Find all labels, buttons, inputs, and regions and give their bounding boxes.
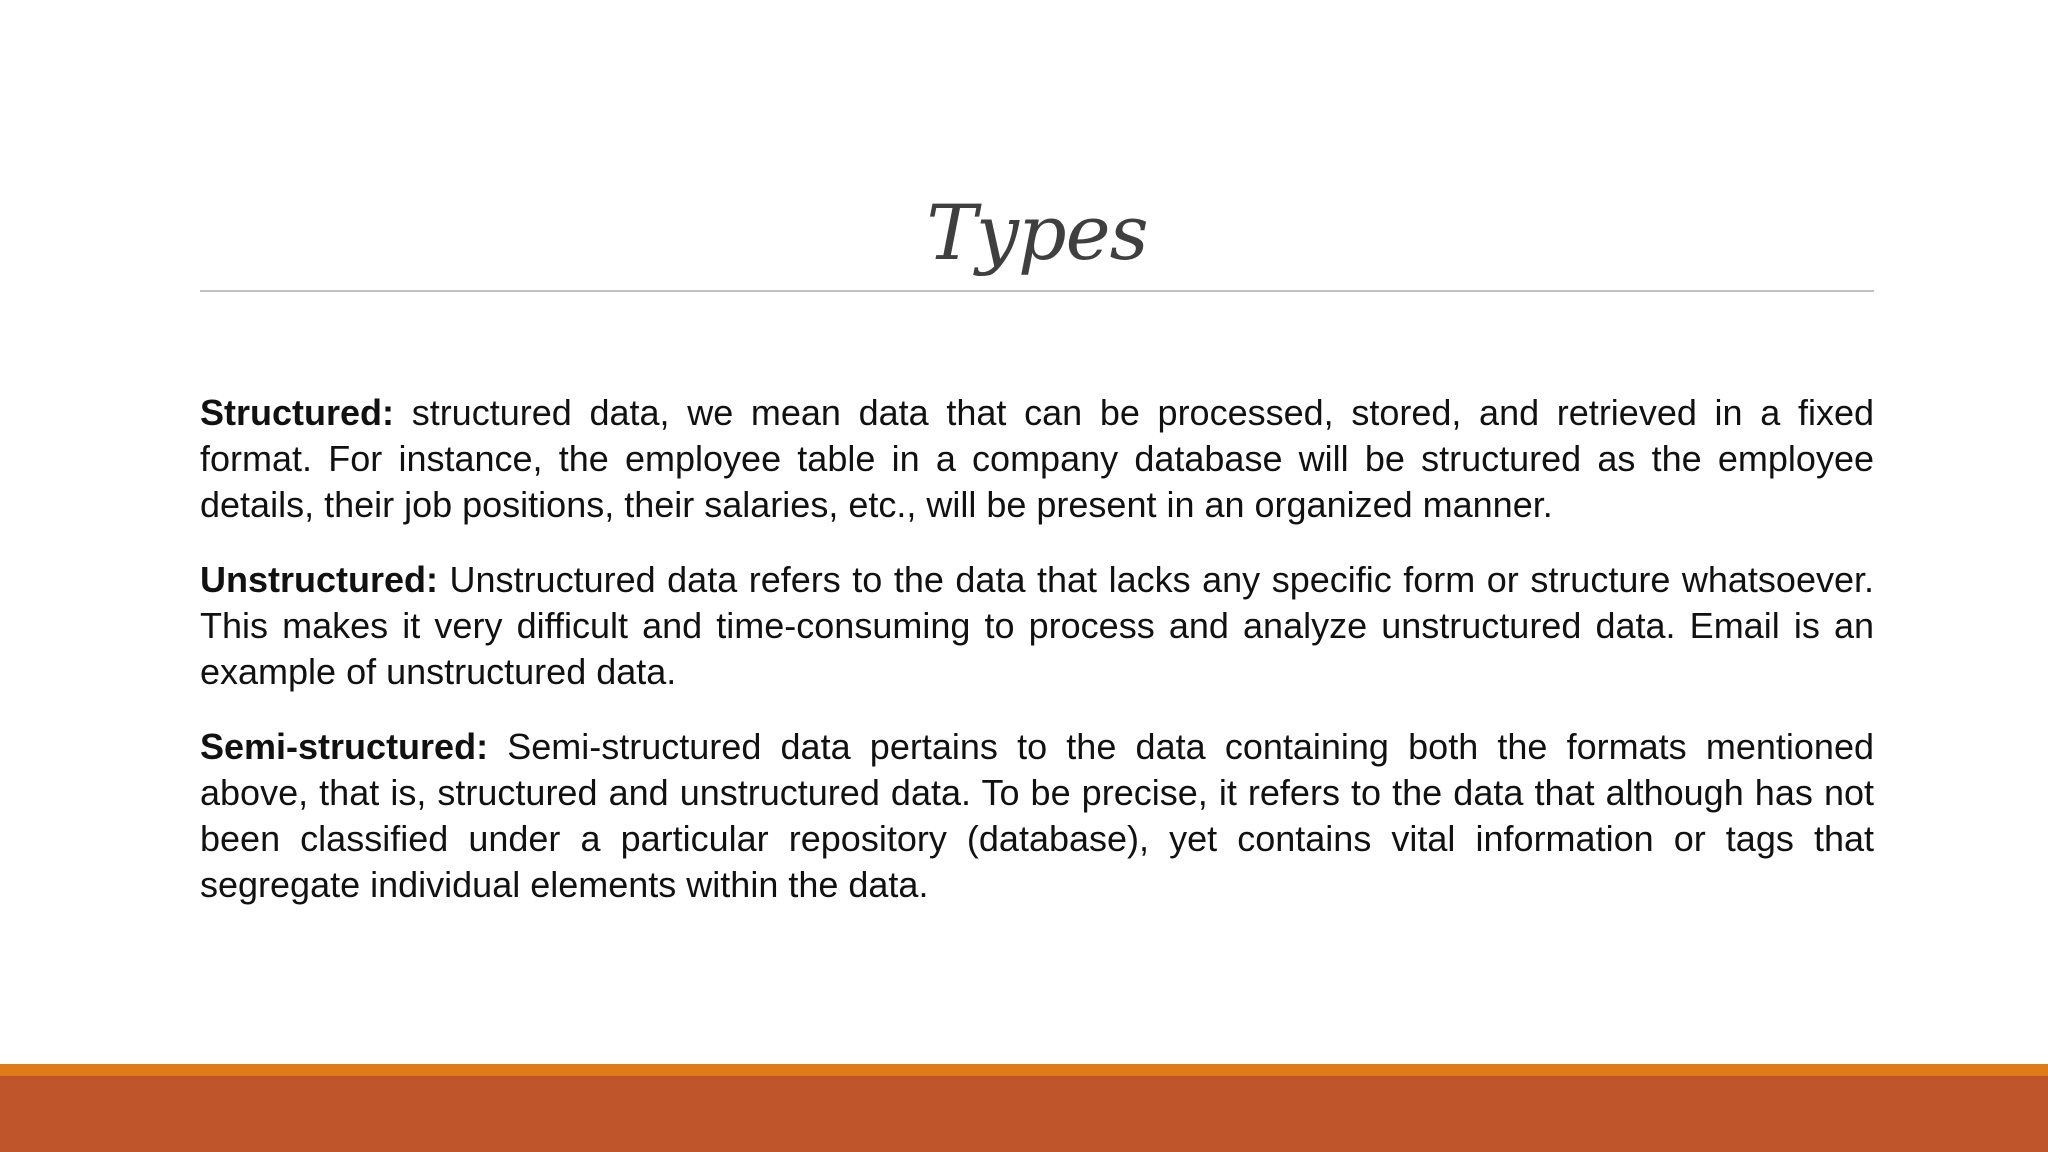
slide-body [200, 390, 1874, 937]
term-semi-structured: Semi-structured: [200, 726, 489, 767]
term-structured: Structured: [200, 392, 395, 433]
term-unstructured: Unstructured: [200, 559, 439, 600]
paragraph-semi-structured [200, 724, 1874, 908]
footer-accent-stripe [0, 1064, 2048, 1076]
definition-unstructured: Unstructured data refers to the data that lacks any specific form or structure whatsoever. This makes it very difficult and time-consuming to process and analyze unstructured data. Email is an example of unstructured data. [200, 559, 1874, 692]
definition-semi-structured: Semi-structured data pertains to the data containing both the formats mentioned above, that is, structured and unstructured data. To be precise, it refers to the data that although has not been classified under a particular repository (database), yet contains vital information or tags that segregate individual elements within the data. [200, 726, 1874, 905]
definition-structured: structured data, we mean data that can be processed, stored, and retrieved in a fixed format. For instance, the employee table in a company database will be structured as the employee details, their job positions, their salaries, etc., will be present in an organized manner. [200, 392, 1874, 525]
slide-title: Types [926, 188, 1148, 277]
title-divider [200, 290, 1874, 292]
paragraph-structured [200, 390, 1874, 528]
paragraph-unstructured [200, 557, 1874, 695]
footer-bar [0, 1076, 2048, 1152]
